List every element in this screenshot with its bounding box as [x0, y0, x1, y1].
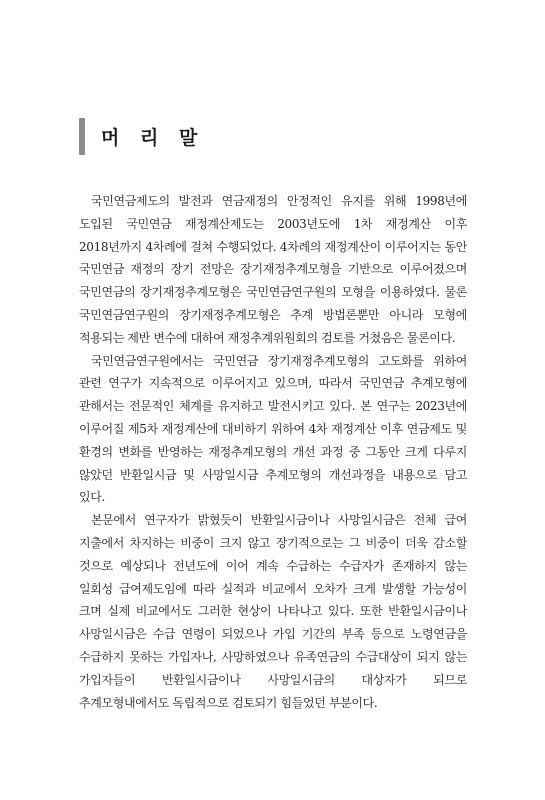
page-title: 머 리 말: [101, 127, 205, 149]
section-heading: [79, 118, 204, 155]
paragraph-2: 국민연금연구원에서는 국민연금 장기재정추계모형의 고도화를 위하여 관련 연구가 지속적으로 이루어지고 있으며, 따라서 국민연금 추계모형에 관해서는 전문적인 체계를 유지하고 발전시키고 있다. 본 연구는 2023년에 이루어질 제5차 재정계산에 대비하기 위하여 4차 재정계산 이후 연금제도 및 환경의 변화를 반영하는 재정추계모형의 개선 과정 중 그동안 크게 다루지 않았던 반환일시금 및 사망일시금 추계모형의 개선과정을 내용으로 담고 있다.: [79, 353, 467, 505]
paragraph-3: 본문에서 연구자가 밝혔듯이 반환일시금이나 사망일시금은 전체 급여 지출에서 차지하는 비중이 크지 않고 장기적으로는 그 비중이 더욱 감소할 것으로 예상되나 전년도에 이어 계속 수급하는 수급자가 존재하지 않는 일회성 급여제도임에 따라 실적과 비교에서 오차가 크게 발생할 가능성이 크며 실제 비교에서도 그러한 현상이 나타나고 있다. 또한 반환일시금이나 사망일시금은 수급 연령이 되었으나 가입 기간의 부족 등으로 노령연금을 수급하지 못하는 가입자나, 사망하였으나 유족연금의 수급대상이 되지 않는 가입자들이 반환일시금이나 사망일시금의 대상자가 되므로 추계모형내에서도 독립적으로 검토되기 힘들었던 부분이다.: [79, 513, 467, 710]
paragraph-1: 국민연금제도의 발전과 연금재정의 안정적인 유지를 위해 1998년에 도입된 국민연금 재정계산제도는 2003년도에 1차 재정계산 이후 2018년까지 4차례에 걸쳐 수행되었다. 4차례의 재정계산이 이루어지는 동안 국민연금 재정의 장기 전망은 장기재정추계모형을 기반으로 이루어졌으며 국민연금의 장기재정추계모형은 국민연금연구원의 모형을 이용하였다. 물론 국민연금연구원의 장기재정추계모형은 추계 방법론뿐만 아니라 모형에 적용되는 제반 변수에 대하여 재정추계위원회의 검토를 거쳤음은 물론이다.: [79, 194, 467, 345]
preface-body: [79, 190, 467, 714]
heading-accent-bar: [79, 118, 85, 155]
